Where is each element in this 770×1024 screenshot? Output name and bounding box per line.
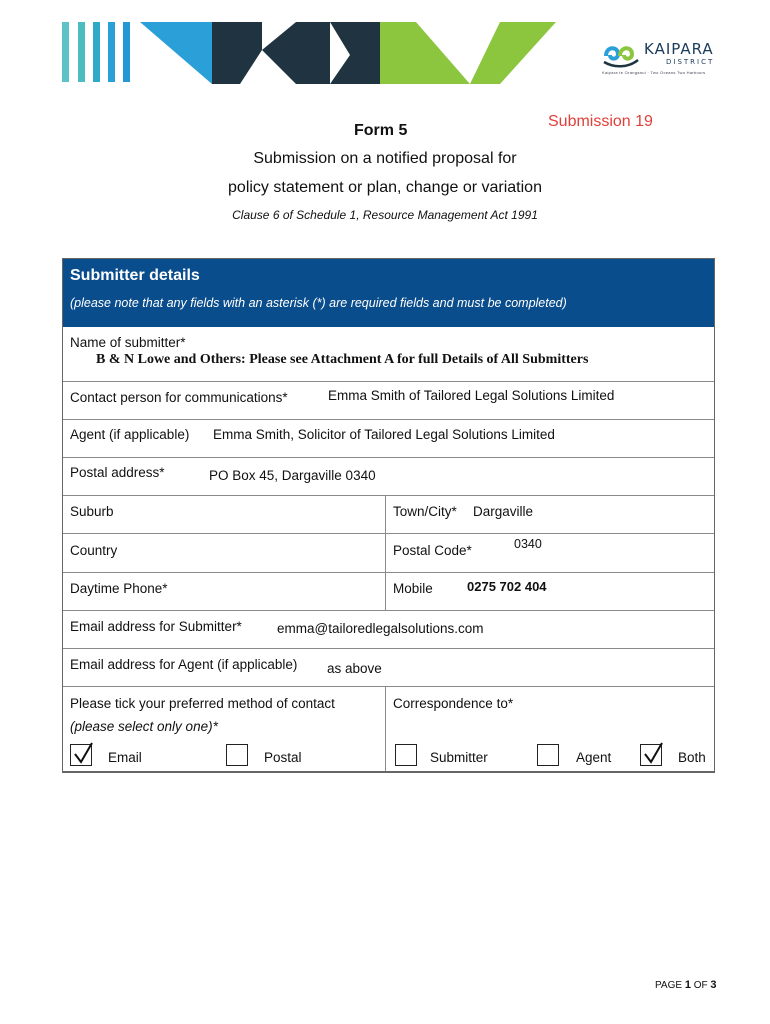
contact-person-field[interactable]: Emma Smith of Tailored Legal Solutions Limited bbox=[328, 388, 615, 403]
checkmark-icon bbox=[642, 742, 664, 766]
row-divider bbox=[63, 419, 714, 420]
column-divider bbox=[385, 495, 386, 610]
logo-tagline: Kaipara te Oranganui · Two Oceans Two Harbours bbox=[602, 70, 706, 75]
section-header bbox=[63, 259, 714, 327]
both-option-label: Both bbox=[678, 750, 706, 765]
logo-wordmark: KAIPARA bbox=[644, 40, 714, 58]
legal-clause: Clause 6 of Schedule 1, Resource Management Act 1991 bbox=[232, 208, 538, 222]
submitter-checkbox[interactable] bbox=[395, 744, 417, 766]
country-label: Country bbox=[70, 543, 118, 558]
page-number bbox=[655, 979, 717, 991]
form-title-line-2: policy statement or plan, change or variation bbox=[228, 179, 542, 196]
agent-label: Agent (if applicable) bbox=[70, 427, 190, 442]
column-divider bbox=[385, 686, 386, 772]
postal-checkbox[interactable] bbox=[226, 744, 248, 766]
row-divider bbox=[63, 610, 714, 611]
row-divider bbox=[63, 648, 714, 649]
agent-field[interactable]: Emma Smith, Solicitor of Tailored Legal Solutions Limited bbox=[213, 427, 555, 442]
both-checkbox[interactable] bbox=[640, 744, 662, 766]
row-divider bbox=[63, 457, 714, 458]
checkbox-row-bottom bbox=[62, 771, 715, 772]
email-agent-field[interactable]: as above bbox=[327, 661, 382, 676]
form-number: Form 5 bbox=[354, 122, 408, 139]
contact-method-label: Please tick your preferred method of contact bbox=[70, 696, 335, 711]
agent-option-label: Agent bbox=[576, 750, 612, 765]
email-submitter-label: Email address for Submitter* bbox=[70, 619, 242, 634]
row-divider bbox=[63, 533, 714, 534]
page-total: 3 bbox=[710, 979, 717, 991]
contact-method-note: (please select only one)* bbox=[70, 719, 218, 734]
logo-subtitle: DISTRICT bbox=[666, 58, 715, 66]
email-checkbox[interactable] bbox=[70, 744, 92, 766]
town-city-field[interactable]: Dargaville bbox=[473, 504, 534, 519]
row-divider bbox=[63, 381, 714, 382]
town-city-label: Town/City* bbox=[393, 504, 457, 519]
kaipara-district-logo bbox=[600, 38, 730, 78]
row-divider bbox=[63, 572, 714, 573]
daytime-phone-label: Daytime Phone* bbox=[70, 581, 168, 596]
submission-number: Submission 19 bbox=[548, 113, 653, 130]
mobile-label: Mobile bbox=[393, 581, 433, 596]
postal-option-label: Postal bbox=[264, 750, 302, 765]
page-of: OF bbox=[690, 980, 711, 991]
page-current: 1 bbox=[684, 979, 691, 991]
kaipara-logo-icon bbox=[600, 38, 642, 70]
name-field[interactable]: B & N Lowe and Others: Please see Attachment A for full Details of All Submitters bbox=[96, 352, 589, 367]
agent-checkbox[interactable] bbox=[537, 744, 559, 766]
postal-address-label: Postal address* bbox=[70, 465, 165, 480]
section-title: Submitter details bbox=[70, 267, 200, 284]
email-agent-label: Email address for Agent (if applicable) bbox=[70, 657, 298, 672]
form-title-line-1: Submission on a notified proposal for bbox=[253, 150, 517, 167]
correspondence-label: Correspondence to* bbox=[393, 696, 514, 711]
email-submitter-field[interactable]: emma@tailoredlegalsolutions.com bbox=[277, 621, 484, 636]
name-label: Name of submitter* bbox=[70, 335, 186, 350]
row-divider bbox=[63, 495, 714, 496]
postal-address-field[interactable]: PO Box 45, Dargaville 0340 bbox=[209, 468, 376, 483]
page-prefix: PAGE bbox=[655, 980, 685, 991]
suburb-label: Suburb bbox=[70, 504, 114, 519]
checkmark-icon bbox=[72, 742, 94, 766]
postal-code-label: Postal Code* bbox=[393, 543, 472, 558]
email-option-label: Email bbox=[108, 750, 142, 765]
submitter-option-label: Submitter bbox=[430, 750, 488, 765]
row-divider bbox=[63, 686, 714, 687]
mobile-field[interactable]: 0275 702 404 bbox=[467, 579, 547, 594]
contact-person-label: Contact person for communications* bbox=[70, 390, 288, 405]
postal-code-field[interactable]: 0340 bbox=[514, 537, 542, 551]
section-note: (please note that any fields with an asterisk (*) are required fields and must be completed) bbox=[70, 296, 567, 310]
